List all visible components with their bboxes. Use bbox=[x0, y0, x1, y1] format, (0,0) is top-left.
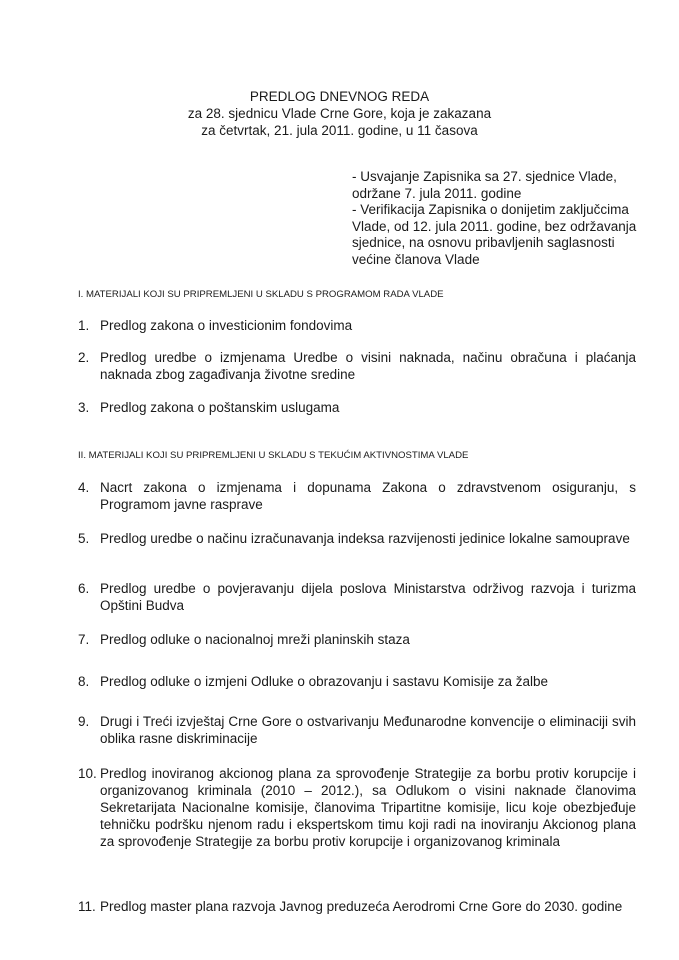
agenda-item bbox=[78, 580, 636, 614]
document-title: PREDLOG DNEVNOG REDA bbox=[249, 89, 430, 104]
agenda-item bbox=[78, 765, 636, 850]
item-text: Predlog master plana razvoja Javnog preduzeća Aerodromi Crne Gore do 2030. godine bbox=[100, 899, 623, 914]
agenda-item bbox=[78, 673, 636, 690]
item-text: Predlog uredbe o izmjenama Uredbe o visini naknada, načinu obračuna i plaćanja naknada zbog zagađivanja životne sredine bbox=[100, 350, 636, 382]
item-text: Predlog zakona o investicionim fondovima bbox=[100, 318, 353, 333]
preliminary-item-1: - Usvajanje Zapisnika sa 27. sjednice Vlade, održane 7. jula 2011. godine bbox=[352, 169, 617, 201]
item-text: Predlog uredbe o povjeravanju dijela poslova Ministarstva održivog razvoja i turizma Opštini Budva bbox=[100, 581, 636, 613]
item-number: 4. bbox=[78, 480, 90, 495]
agenda-item bbox=[78, 399, 636, 416]
agenda-item bbox=[78, 349, 636, 383]
agenda-item bbox=[78, 631, 636, 648]
agenda-item bbox=[78, 713, 636, 747]
agenda-item bbox=[78, 898, 636, 915]
agenda-item bbox=[78, 479, 636, 513]
agenda-item bbox=[78, 530, 636, 547]
item-number: 7. bbox=[78, 632, 90, 647]
item-number: 9. bbox=[78, 714, 90, 729]
item-text: Nacrt zakona o izmjenama i dopunama Zakona o zdravstvenom osiguranju, s Programom javne rasprave bbox=[100, 480, 636, 512]
item-number: 6. bbox=[78, 581, 90, 596]
item-text: Predlog odluke o izmjeni Odluke o obrazovanju i sastavu Komisije za žalbe bbox=[100, 674, 548, 689]
item-number: 10. bbox=[78, 766, 97, 781]
item-text: Predlog zakona o poštanskim uslugama bbox=[100, 400, 340, 415]
item-text: Predlog odluke o nacionalnoj mreži planinskih staza bbox=[100, 632, 410, 647]
date-line: za četvrtak, 21. jula 2011. godine, u 11 časova bbox=[201, 123, 478, 138]
item-text: Drugi i Treći izvještaj Crne Gore o ostvarivanju Međunarodne konvencije o eliminaciji svih oblika rasne diskriminacije bbox=[100, 714, 636, 746]
session-line: za 28. sjednicu Vlade Crne Gore, koja je zakazana bbox=[187, 106, 492, 121]
agenda-item bbox=[78, 317, 636, 334]
item-number: 1. bbox=[78, 318, 90, 333]
item-number: 8. bbox=[78, 674, 90, 689]
section-heading-1: I. MATERIJALI KOJI SU PRIPREMLJENI U SKLADU S PROGRAMOM RADA VLADE bbox=[78, 289, 444, 300]
item-number: 5. bbox=[78, 531, 90, 546]
item-number: 3. bbox=[78, 400, 90, 415]
preliminary-item-2: - Verifikacija Zapisnika o donijetim zaključcima Vlade, od 12. jula 2011. godine, bez održavanja sjednice, na osnovu pribavljenih saglasnosti većine članova Vlade bbox=[352, 202, 637, 267]
item-text: Predlog uredbe o načinu izračunavanja indeksa razvijenosti jedinice lokalne samouprave bbox=[100, 531, 630, 546]
section-heading-2: II. MATERIJALI KOJI SU PRIPREMLJENI U SKLADU S TEKUĆIM AKTIVNOSTIMA VLADE bbox=[78, 450, 469, 461]
item-number: 11. bbox=[78, 899, 96, 914]
item-text: Predlog inoviranog akcionog plana za sprovođenje Strategije za borbu protiv korupcije i organizovanog kriminala (2010 – 2012.), sa Odlukom o visini naknade članovima Sekretarijata Nacionalne komisije, članovima Tripartitne komisije, licu koje obezbjeđuje tehničku podršku njenom radu i ekspertskom timu koji radi na inoviranju Akcionog plana za sprovođenje Strategije za borbu protiv korupcije i organizovanog kriminala bbox=[100, 766, 636, 849]
item-number: 2. bbox=[78, 350, 90, 365]
